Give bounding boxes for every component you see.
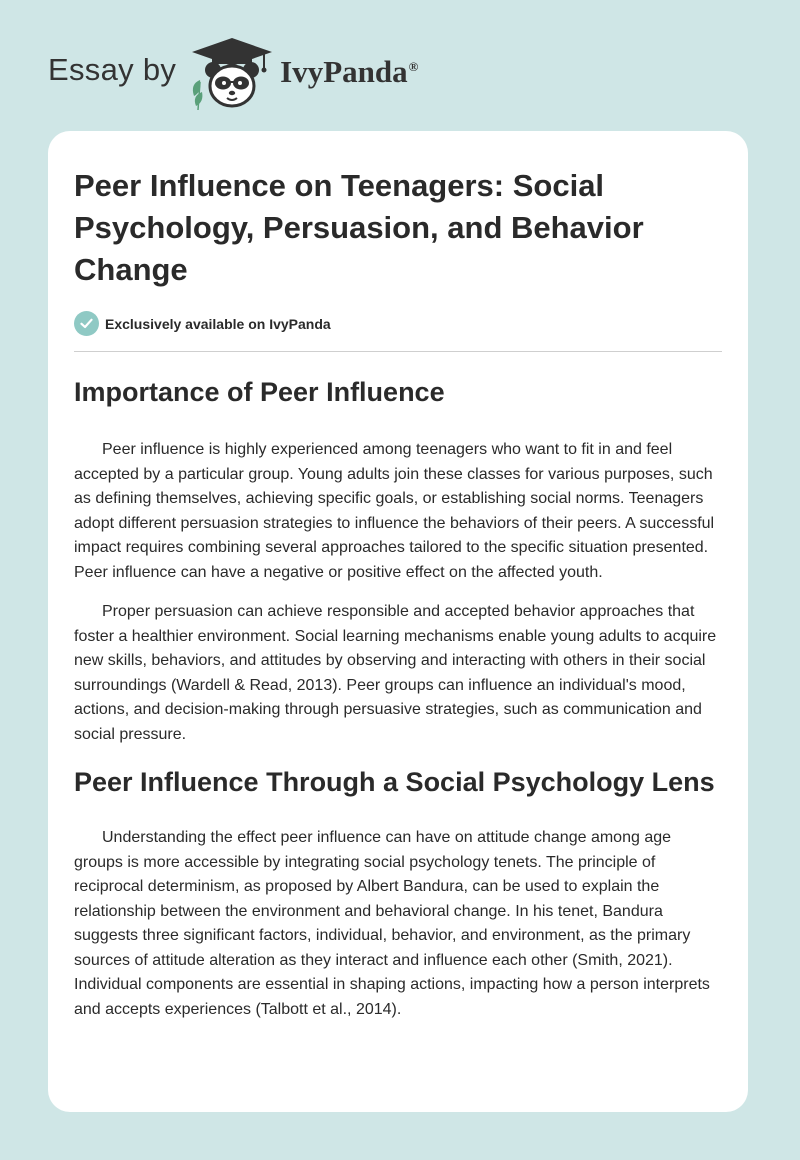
article-title: Peer Influence on Teenagers: Social Psychology, Persuasion, and Behavior Change <box>74 168 644 287</box>
paragraph: Understanding the effect peer influence can have on attitude change among age groups is more accessible by integrating social psychology tenets. The principle of reciprocal determinism, as proposed by Albert Bandura, can be used to explain the relationship between the environment and behavioral change. In his tenet, Bandura suggests three significant factors, individual, behavior, and environment, as the primary sources of attitude alteration as they interact and influence each other (Smith, 2021). Individual components are essential in shaping actions, impacting how a person interprets and accepts experiences (Talbott et al., 2014). <box>74 829 710 1018</box>
section-heading: Importance of Peer Influence <box>74 377 445 407</box>
check-circle-icon <box>74 311 99 336</box>
section-heading: Peer Influence Through a Social Psychology Lens <box>74 767 715 797</box>
paragraph: Proper persuasion can achieve responsible and accepted behavior approaches that foster a healthier environment. Social learning mechanisms enable young adults to acquire new skills, behaviors, and attitudes by observing and interacting with others in their social surroundings (Wardell & Read, 2013). Peer groups can influence an individual's mood, actions, and decision-making through persuasive strategies, such as communication and social pressure. <box>74 603 717 743</box>
exclusive-label: Exclusively available on IvyPanda <box>105 315 331 332</box>
article-card <box>48 131 748 1112</box>
exclusive-badge <box>74 311 722 336</box>
brand-name: IvyPanda® <box>280 54 419 89</box>
paragraph: Peer influence is highly experienced among teenagers who want to fit in and feel accepted by a particular group. Young adults join these classes for various purposes, such as defining themselves, achieving specific goals, or establishing social norms. Teenagers adopt different persuasion strategies to influence the behaviors of their peers. A successful impact requires combining several approaches tailored to the specific situation presented. Peer influence can have a negative or positive effect on the affected youth. <box>74 441 715 581</box>
panda-graduate-icon <box>188 36 276 112</box>
brand-header[interactable] <box>48 36 418 112</box>
title-divider <box>74 351 722 352</box>
brand-prefix: Essay by <box>48 52 177 87</box>
registered-mark: ® <box>408 58 419 74</box>
